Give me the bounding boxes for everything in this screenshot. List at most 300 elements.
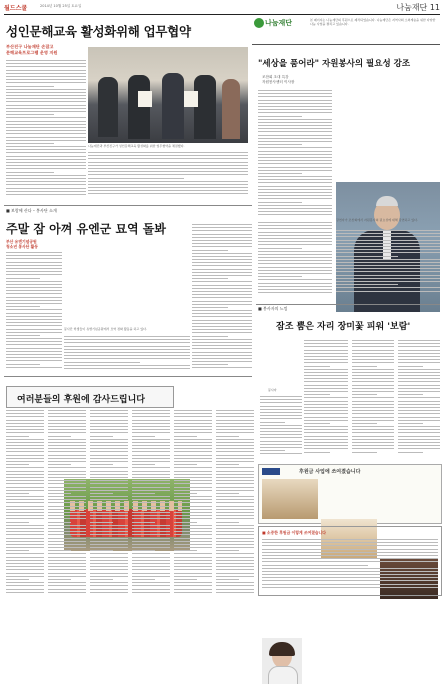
text-line [352,381,394,382]
text-line [6,474,44,475]
text-line [132,525,170,526]
text-line [6,512,44,513]
text-line [336,268,440,269]
text-line [258,228,332,229]
text-line [398,410,440,411]
text-line [192,281,252,282]
text-line [352,452,377,453]
text-line [48,515,86,516]
text-line [216,426,254,427]
text-line [336,262,440,263]
text-line [174,448,212,449]
text-line [336,256,398,257]
text-line [88,178,184,179]
text-line [90,512,128,513]
bottom-info-box [258,526,442,596]
text-line [90,522,113,523]
text-line [48,490,86,491]
text-line [352,340,394,341]
text-line [258,257,332,258]
text-line [258,163,332,164]
text-line [90,528,128,529]
text-line [132,420,170,421]
text-line [192,246,252,247]
text-line [216,461,254,462]
text-line [132,429,170,430]
text-line [90,550,113,551]
text-line [6,281,62,282]
text-line [6,509,44,510]
text-line [216,451,254,452]
text-line [352,378,394,379]
text-line [352,372,394,373]
text-line [352,448,394,449]
text-line [352,410,394,411]
text-line [6,105,86,106]
text-line [88,174,248,175]
text-line [90,582,128,583]
text-line [6,579,29,580]
text-line [398,343,440,344]
text-line [352,420,394,421]
text-line [258,214,332,215]
text-line [258,270,332,271]
text-line [6,63,86,64]
text-line [260,450,285,451]
text-line [6,560,44,561]
text-line [216,467,254,468]
text-line [260,412,302,413]
text-line [6,455,44,456]
text-line [132,432,170,433]
text-line [48,547,86,548]
text-line [258,112,332,113]
text-line [6,445,44,446]
text-line [6,496,44,497]
text-line [336,271,440,272]
text-line [132,451,170,452]
text-line [174,506,212,507]
text-line [48,436,71,437]
text-line [352,375,394,376]
text-line [132,461,170,462]
text-line [336,281,440,282]
text-line [258,135,332,136]
text-line [132,509,170,510]
text-line [6,487,44,488]
bottom-box-title: ■ 소중한 후원금 이렇게 쓰여졌습니다 [262,530,326,535]
text-line [6,502,44,503]
text-line [260,415,302,416]
text-line [192,358,252,359]
text-line [48,480,86,481]
headline-un-cemetery: 주말 잠 아껴 유엔군 묘역 돌봐 [6,222,166,236]
text-line [258,208,332,209]
text-line [90,490,128,491]
text-line [192,355,252,356]
text-line [90,423,128,424]
text-line [174,585,212,586]
text-line [258,138,332,139]
text-line [262,539,438,540]
text-line [216,442,254,443]
text-line [6,360,62,361]
text-line [336,243,440,244]
text-line [304,452,330,453]
text-line [336,259,440,260]
text-line [398,391,440,392]
text-line [352,356,394,357]
text-line [216,487,254,488]
text-line [304,372,348,373]
text-line [48,557,86,558]
text-line [6,137,86,138]
text-line [304,417,348,418]
text-line [258,176,332,177]
text-line [6,483,44,484]
text-line [216,515,254,516]
text-line [132,445,170,446]
text-line [132,502,170,503]
text-line [262,580,438,581]
text-line [260,409,302,410]
text-line [48,445,86,446]
text-line [216,480,254,481]
text-line [6,569,44,570]
text-line [174,426,212,427]
text-line [6,111,86,112]
text-line [174,512,212,513]
text-line [90,429,128,430]
text-line [90,576,128,577]
text-line [48,499,86,500]
text-line [216,471,254,472]
text-line [258,96,332,97]
text-line [398,394,423,395]
text-line [64,365,190,366]
text-line [352,394,377,395]
text-line [90,557,128,558]
text-line [6,127,86,128]
text-line [398,356,440,357]
text-line [260,406,302,407]
text-line [304,388,348,389]
text-line [262,555,438,556]
text-line [174,420,212,421]
text-line [304,359,348,360]
text-line [64,362,140,363]
text-line [216,455,254,456]
text-line [258,170,332,171]
text-line [192,320,252,321]
text-line [88,190,248,191]
text-line [174,461,212,462]
text-line [6,538,44,539]
text-line [398,378,440,379]
text-line [90,416,128,417]
text-line [48,420,86,421]
text-line [174,592,212,593]
text-line [258,205,332,206]
text-line [352,429,394,430]
text-line [48,496,86,497]
text-line [174,569,212,570]
byline-line-1: 조찬회 초대 특강 [262,75,289,79]
text-line [90,515,128,516]
text-line [258,222,332,223]
text-line [132,496,170,497]
text-line [258,286,332,287]
text-line [88,187,248,188]
text-line [258,128,332,129]
text-line [90,589,128,590]
text-line [48,439,86,440]
text-line [304,340,348,341]
mid-body-text-2 [64,336,190,372]
text-line [258,273,332,274]
text-line [174,483,212,484]
issue-date: 2014년 10월 25일 토요일 [40,4,82,8]
text-line [90,499,128,500]
text-line [90,474,128,475]
ad-photo-1 [262,479,318,519]
text-line [90,471,128,472]
text-line [304,436,348,437]
text-line [174,436,197,437]
text-line [174,442,212,443]
text-line [90,493,113,494]
text-line [6,515,44,516]
text-line [216,592,254,593]
text-line [262,587,438,588]
byline-line-2: 자원봉사센터 이사장 [262,80,295,84]
text-line [262,574,438,575]
text-line [260,431,302,432]
text-line [6,181,86,182]
text-line [258,144,302,145]
text-line [192,278,228,279]
text-line [336,275,440,276]
profile-body-text [304,340,348,458]
text-line [90,547,128,548]
text-line [192,367,252,368]
volunteer-body-text-3 [258,222,332,296]
text-line [260,425,302,426]
signing-ceremony-photo [88,47,248,143]
text-line [174,525,212,526]
text-line [304,391,348,392]
text-line [90,461,128,462]
mid-kicker [6,239,64,249]
text-line [174,445,212,446]
text-line [352,417,394,418]
text-line [48,573,86,574]
text-line [258,109,332,110]
text-line [192,339,252,340]
text-line [6,140,86,141]
text-line [132,423,170,424]
text-line [48,538,86,539]
text-line [90,569,128,570]
text-line [258,292,332,293]
text-line [398,432,440,433]
text-line [90,483,128,484]
text-line [304,410,348,411]
text-line [398,362,440,363]
text-line [48,487,86,488]
text-line [304,420,348,421]
text-line [304,423,330,424]
text-line [6,534,44,535]
text-line [304,394,330,395]
text-line [132,477,170,478]
text-line [6,563,44,564]
text-line [132,436,155,437]
text-line [304,397,348,398]
text-line [48,483,86,484]
text-line [398,397,440,398]
text-line [174,563,212,564]
text-line [262,552,438,553]
text-line [90,445,128,446]
text-line [48,423,86,424]
text-line [6,410,44,411]
text-line [258,186,332,187]
text-line [258,211,332,212]
text-line [258,283,332,284]
text-line [336,278,440,279]
text-line [64,336,190,337]
text-line [132,467,170,468]
text-line [398,448,440,449]
text-line [398,436,440,437]
text-line [192,336,228,337]
text-line [258,279,332,280]
kicker-line-1: 부산진구 나눔재단 손잡고 [6,44,54,49]
headline-volunteer: "세상을 품어라" 자원봉사의 필요성 강조 [258,59,411,69]
text-line [132,573,170,574]
text-line [132,531,170,532]
text-line [6,162,86,163]
text-line [192,224,252,225]
text-line [352,366,377,367]
text-line [6,467,44,468]
text-line [132,487,170,488]
text-line [132,515,170,516]
text-line [174,474,212,475]
text-line [174,487,212,488]
text-line [174,544,212,545]
text-line [90,502,128,503]
text-line [398,426,440,427]
text-line [6,592,44,593]
text-line [258,131,332,132]
text-line [258,192,332,193]
text-line [6,344,62,345]
text-line [132,442,170,443]
text-line [90,448,128,449]
text-line [132,592,170,593]
text-line [216,474,254,475]
text-line [352,350,394,351]
text-line [216,522,239,523]
text-line [336,265,440,266]
text-line [398,420,440,421]
text-line [90,592,128,593]
text-line [6,149,86,150]
donor-list [6,410,254,596]
text-line [216,509,254,510]
text-line [6,168,86,169]
text-line [90,541,128,542]
profile-body-text-2 [352,340,394,458]
text-line [132,439,170,440]
text-line [192,313,252,314]
text-line [132,471,170,472]
text-line [90,525,128,526]
text-line [258,241,332,242]
text-line [352,413,394,414]
text-line [398,359,440,360]
text-line [6,436,29,437]
text-line [6,420,44,421]
text-line [6,367,62,368]
text-line [90,413,128,414]
text-line [336,252,440,253]
text-line [258,189,332,190]
text-line [6,329,62,330]
text-line [174,582,212,583]
text-line [90,410,128,411]
text-line [6,178,86,179]
text-line [6,525,44,526]
text-line [88,181,248,182]
text-line [6,89,86,90]
text-line [6,278,40,279]
masthead-logo: 월드스쿨 [4,5,28,12]
text-line [192,316,252,317]
photo-caption-volunteer: 강연자가 조찬회에서 자원봉사의 필요성에 대해 강연하고 있다. [336,218,419,222]
text-line [352,353,394,354]
text-line [174,499,212,500]
text-line [398,346,440,347]
text-line [48,541,86,542]
text-line [258,147,332,148]
text-line [64,368,190,369]
text-line [6,458,44,459]
text-line [216,410,254,411]
text-line [6,82,86,83]
text-line [398,366,423,367]
text-line [90,553,128,554]
text-line [48,522,71,523]
text-line [6,79,86,80]
text-line [64,355,190,356]
text-line [262,565,368,566]
text-line [90,451,128,452]
text-line [260,399,302,400]
text-line [6,338,62,339]
text-line [6,416,44,417]
text-line [398,372,440,373]
text-line [336,291,440,292]
text-line [6,194,86,195]
text-line [6,544,44,545]
page-section: 나눔재단 11 [396,3,440,12]
text-line [132,579,155,580]
text-line [216,502,254,503]
text-line [132,547,170,548]
